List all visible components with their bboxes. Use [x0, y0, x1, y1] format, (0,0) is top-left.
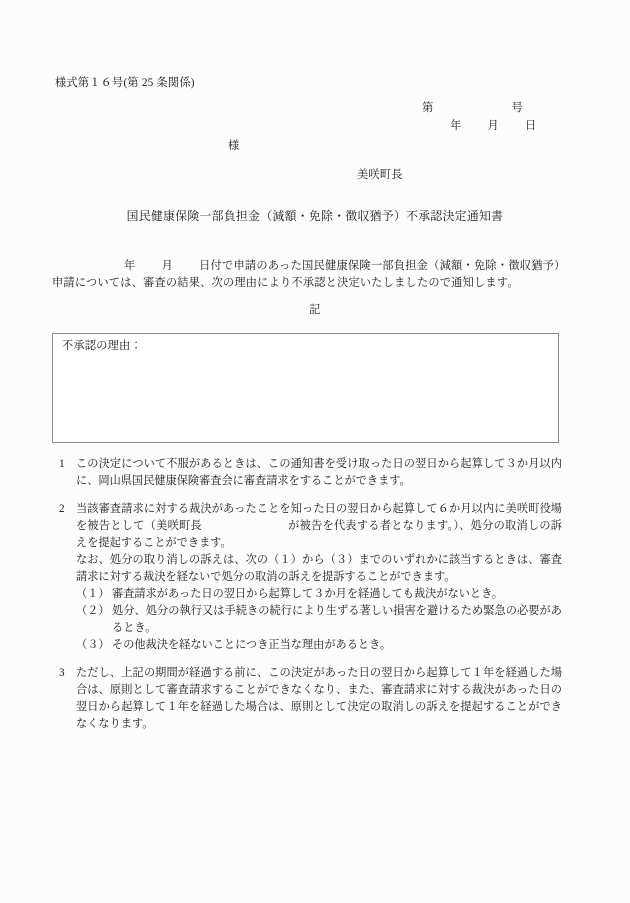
- application-month-label: 月: [161, 260, 174, 272]
- note-body-2: [76, 501, 562, 654]
- reason-box[interactable]: [52, 333, 559, 443]
- issue-month-label: 月: [487, 120, 499, 133]
- reason-box-label: 不承認の理由：: [62, 340, 142, 352]
- issue-date-line: [438, 110, 536, 144]
- sub-item-marker: （２）: [76, 605, 110, 617]
- issue-day-label: 日: [524, 120, 537, 133]
- application-year-label: 年: [124, 260, 136, 272]
- ki-marker: 記: [309, 304, 321, 316]
- note-2-sublist: [76, 586, 562, 654]
- note-paragraph: ただし、上記の期間が経過する前に、この決定があった日の翌日から起算して１年を経過した場合は、原則として審査請求することができなくなり、また、審査請求に対する裁決があった日の翌日から起算して１年を経過した場合は、原則として決定の取消しの訴えを提起することができなくなります。: [76, 667, 563, 730]
- sub-item-marker: （３）: [76, 639, 110, 651]
- sub-item-1: [76, 586, 562, 603]
- note-number-3: 3: [59, 667, 65, 679]
- note-number-2: 2: [59, 503, 65, 515]
- note-paragraph: この決定について不服があるときは、この通知書を受け取った日の翌日から起算して３か月以内に、岡山県国民健康保険審査会に審査請求をすることができます。: [76, 458, 562, 487]
- sub-item-text: 審査請求があった日の翌日から起算して３か月を経過しても裁決がないとき。: [112, 588, 504, 600]
- intro-paragraph: [52, 258, 560, 292]
- document-number-prefix: 第: [422, 102, 434, 115]
- sub-item-3: [76, 637, 562, 654]
- note-2-segment-b: が被告を代表する者となります。）、処分の取消しの訴えを提起することができます。: [76, 520, 562, 549]
- sub-item-marker: （１）: [76, 588, 110, 600]
- document-title: 国民健康保険一部負担金（減額・免除・徴収猶予）不承認決定通知書: [126, 209, 504, 223]
- note-2-segment-a: 当該審査請求に対する裁決があったことを知った日の翌日から起算して６か月以内に美咲町役場を被告として（美咲町長: [76, 503, 563, 532]
- note-paragraph: なお、処分の取り消しの訴えは、次の（１）から（３）までのいずれかに該当するときは、審査請求に対する裁決を経ないで処分の取消の訴えを提訴することができます。: [76, 554, 562, 583]
- sub-item-text: 処分、処分の執行又は手続きの続行により生ずる著しい損害を避けるため緊急の必要があるとき。: [112, 605, 562, 634]
- note-paragraph: [76, 501, 562, 552]
- sub-item-2: [76, 603, 562, 637]
- note-item-3: [52, 665, 562, 733]
- note-item-2: [52, 501, 562, 654]
- issuer-name: 美咲町長: [357, 169, 403, 181]
- note-item-1: [52, 456, 562, 490]
- note-body-3: [76, 665, 562, 733]
- notes-list: [52, 456, 562, 744]
- note-number-1: 1: [59, 458, 65, 470]
- intro-text: 日付で申請のあった国民健康保険一部負担金（減額・免除・徴収猶予）申請については、審査の結果、次の理由により不承認と決定いたしましたので通知します。: [52, 260, 560, 289]
- issue-year-label: 年: [450, 120, 462, 133]
- document-number-suffix: 号: [511, 102, 523, 115]
- recipient-honorific: 様: [228, 140, 240, 152]
- form-number: 様式第１６号(第 25 条関係): [55, 77, 195, 89]
- sub-item-text: その他裁決を経ないことにつき正当な理由があるとき。: [112, 639, 392, 651]
- note-body-1: [76, 456, 562, 490]
